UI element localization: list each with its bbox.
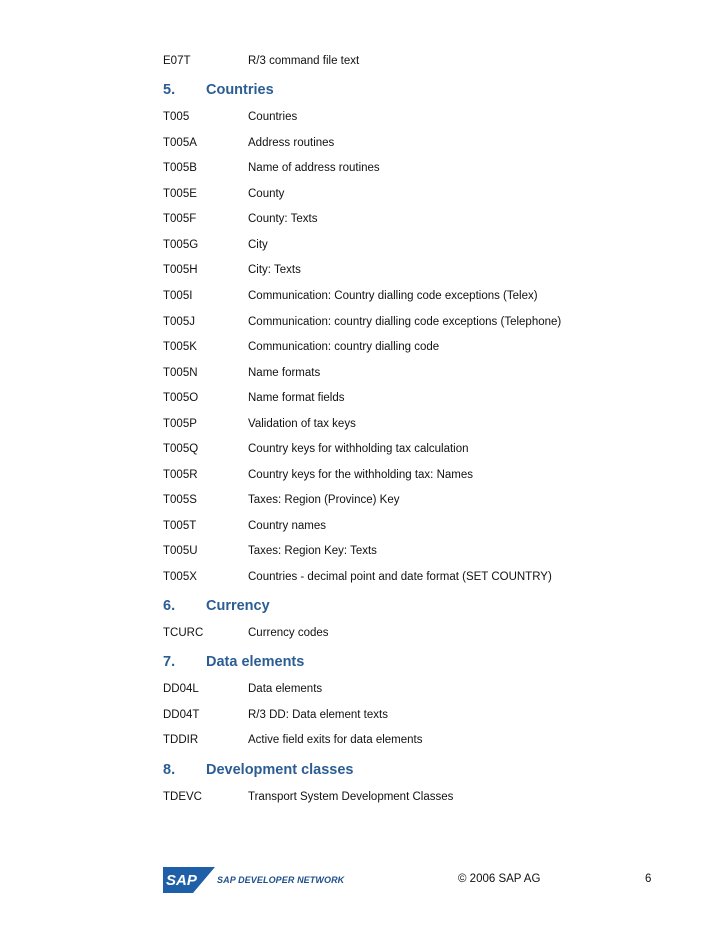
table-description: Name formats (248, 367, 321, 379)
table-description: City: Texts (248, 264, 301, 276)
sap-logo (163, 867, 215, 893)
table-description: Country keys for the withholding tax: Names (248, 469, 473, 481)
table-description: Country keys for withholding tax calculation (248, 443, 469, 455)
table-code: T005A (163, 137, 197, 149)
table-code: T005G (163, 239, 199, 251)
copyright-text: © 2006 SAP AG (458, 873, 541, 885)
section-number: 6. (163, 598, 176, 614)
table-code: TCURC (163, 627, 204, 639)
table-description: City (248, 239, 268, 251)
table-code: T005B (163, 162, 197, 174)
table-description: County: Texts (248, 213, 318, 225)
section-number: 7. (163, 654, 176, 670)
developer-network-label: SAP DEVELOPER NETWORK (217, 875, 345, 885)
table-code: E07T (163, 55, 191, 67)
table-description: County (248, 188, 285, 200)
section-number: 8. (163, 762, 176, 778)
sap-logo-text: SAP (166, 872, 197, 889)
table-code: T005H (163, 264, 198, 276)
table-description: Country names (248, 520, 326, 532)
section-title: Development classes (206, 762, 354, 778)
table-description: Currency codes (248, 627, 329, 639)
table-code: DD04T (163, 709, 200, 721)
section-title: Countries (206, 82, 274, 98)
table-description: Name format fields (248, 392, 345, 404)
table-description: Communication: Country dialling code exceptions (Telex) (248, 290, 538, 302)
table-description: R/3 DD: Data element texts (248, 709, 388, 721)
section-number: 5. (163, 82, 176, 98)
table-description: Transport System Development Classes (248, 791, 454, 803)
table-description: Address routines (248, 137, 335, 149)
table-description: Taxes: Region Key: Texts (248, 545, 377, 557)
table-code: T005T (163, 520, 197, 532)
table-description: Communication: country dialling code exceptions (Telephone) (248, 316, 562, 328)
table-description: Validation of tax keys (248, 418, 356, 430)
table-code: T005R (163, 469, 198, 481)
table-code: T005O (163, 392, 199, 404)
table-code: T005U (163, 545, 198, 557)
table-description: Data elements (248, 683, 323, 695)
table-description: Taxes: Region (Province) Key (248, 494, 400, 506)
section-title: Data elements (206, 654, 305, 670)
table-code: T005J (163, 316, 195, 328)
page-number: 6 (645, 873, 652, 885)
table-description: R/3 command file text (248, 55, 360, 67)
table-code: T005 (163, 111, 190, 123)
table-code: T005Q (163, 443, 199, 455)
table-description: Countries (248, 111, 298, 123)
table-description: Name of address routines (248, 162, 380, 174)
page-footer (0, 860, 728, 900)
table-code: T005I (163, 290, 193, 302)
section-title: Currency (206, 598, 270, 614)
table-code: TDDIR (163, 734, 199, 746)
table-code: DD04L (163, 683, 199, 695)
table-code: T005E (163, 188, 197, 200)
table-code: T005K (163, 341, 197, 353)
table-description: Communication: country dialling code (248, 341, 440, 353)
table-code: T005F (163, 213, 197, 225)
table-code: T005N (163, 367, 198, 379)
table-description: Countries - decimal point and date format (SET COUNTRY) (248, 571, 552, 583)
table-code: T005P (163, 418, 197, 430)
table-code: T005X (163, 571, 197, 583)
table-description: Active field exits for data elements (248, 734, 423, 746)
table-code: TDEVC (163, 791, 202, 803)
table-code: T005S (163, 494, 197, 506)
